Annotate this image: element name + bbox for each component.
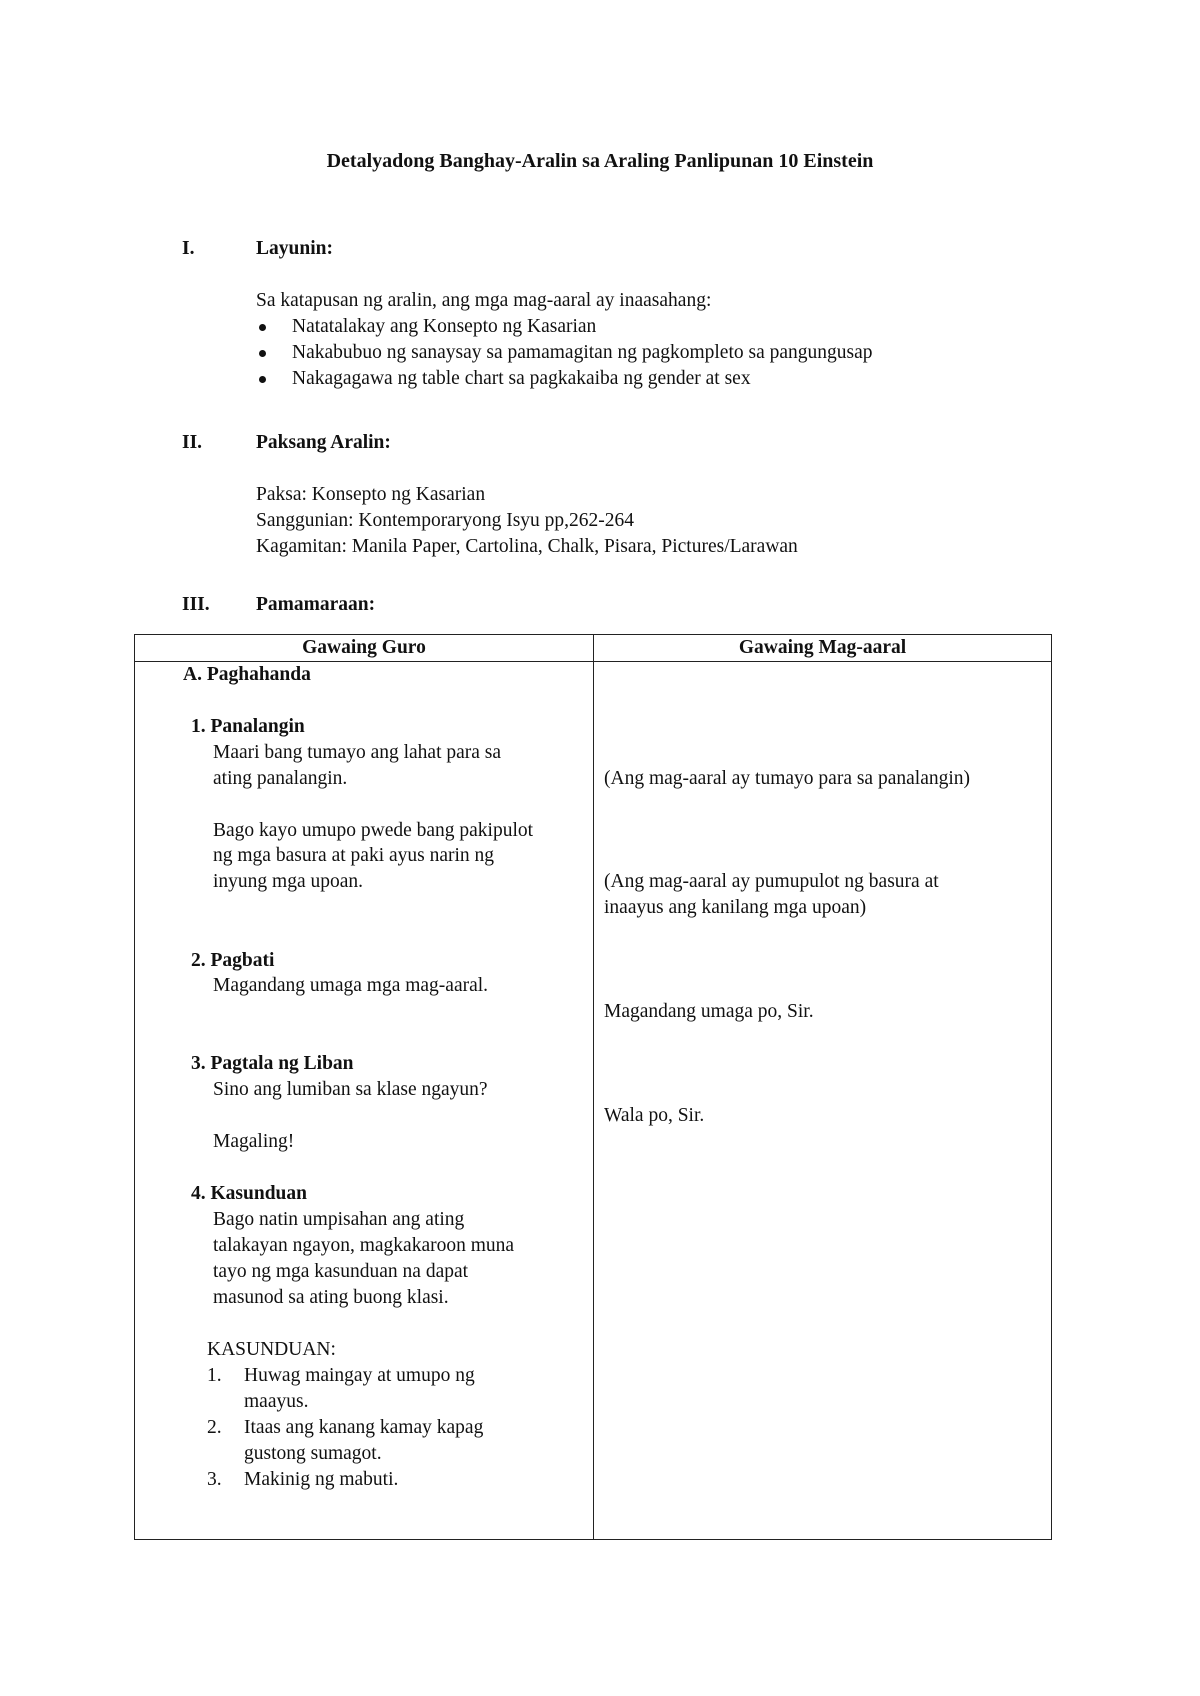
- layunin-bullets: [256, 314, 1082, 392]
- header-gawaing-mag-aaral: Gawaing Mag-aaral: [594, 635, 1052, 662]
- section-layunin: [182, 236, 1082, 392]
- pagtala-heading: 3. Pagtala ng Liban: [191, 1053, 354, 1074]
- table-header-row: [135, 635, 1052, 662]
- section-number: II.: [182, 432, 203, 453]
- response-basura: inaayus ang kanilang mga upoan): [604, 897, 867, 918]
- kasunduan-heading: 4. Kasunduan: [191, 1183, 307, 1204]
- kasunduan-text: talakayan ngayon, magkakaroon muna: [213, 1235, 515, 1256]
- panalangin-text: Maari bang tumayo ang lahat para sa: [213, 742, 502, 763]
- list-text: Itaas ang kanang kamay kapag: [244, 1417, 484, 1438]
- list-item: [207, 1363, 547, 1415]
- list-number: 1.: [207, 1365, 222, 1386]
- panalangin-heading: 1. Panalangin: [191, 716, 305, 737]
- section-number: III.: [182, 594, 210, 615]
- kasunduan-text: tayo ng mga kasunduan na dapat: [213, 1261, 469, 1282]
- guro-cell: [135, 662, 594, 1540]
- panalangin-text: inyung mga upoan.: [213, 871, 364, 892]
- list-item: Nakagagawa ng table chart sa pagkakaiba ng gender at sex: [256, 366, 1082, 392]
- list-number: 3.: [207, 1469, 222, 1490]
- table-row: [135, 662, 1052, 1540]
- section-heading: Pamamaraan:: [256, 594, 376, 615]
- section-paksang-aralin: [182, 430, 1082, 560]
- list-text: Huwag maingay at umupo ng: [244, 1365, 475, 1386]
- section-heading: Layunin:: [256, 238, 333, 259]
- sanggunian-line: Sanggunian: Kontemporaryong Isyu pp,262-264: [256, 510, 635, 531]
- list-item: Natatalakay ang Konsepto ng Kasarian: [256, 314, 1082, 340]
- panalangin-text: ng mga basura at paki ayus narin ng: [213, 845, 495, 866]
- pagbati-heading: 2. Pagbati: [191, 950, 275, 971]
- panalangin-text: ating panalangin.: [213, 768, 348, 789]
- response-basura: (Ang mag-aaral ay pumupulot ng basura at: [604, 871, 939, 892]
- list-text: Makinig ng mabuti.: [244, 1469, 399, 1490]
- mag-aaral-cell: [594, 662, 1052, 1540]
- part-a-heading: A. Paghahanda: [183, 664, 311, 685]
- kasunduan-text: masunod sa ating buong klasi.: [213, 1287, 449, 1308]
- header-gawaing-guro: Gawaing Guro: [135, 635, 594, 662]
- layunin-intro: Sa katapusan ng aralin, ang mga mag-aaral ay inaasahang:: [256, 290, 712, 311]
- section-number: I.: [182, 238, 195, 259]
- list-text: maayus.: [244, 1391, 309, 1412]
- pagtala-text: Magaling!: [213, 1131, 295, 1152]
- pagtala-text: Sino ang lumiban sa klase ngayun?: [213, 1079, 488, 1100]
- section-pamamaraan: [182, 592, 1082, 618]
- response-liban: Wala po, Sir.: [604, 1105, 705, 1126]
- list-item: [207, 1467, 547, 1493]
- kagamitan-line: Kagamitan: Manila Paper, Cartolina, Chalk, Pisara, Pictures/Larawan: [256, 536, 798, 557]
- paksa-line: Paksa: Konsepto ng Kasarian: [256, 484, 486, 505]
- list-text: gustong sumagot.: [244, 1443, 382, 1464]
- list-item: Nakabubuo ng sanaysay sa pamamagitan ng pagkompleto sa pangungusap: [256, 340, 1082, 366]
- response-panalangin: (Ang mag-aaral ay tumayo para sa panalangin): [604, 768, 971, 789]
- kasunduan-list: [207, 1363, 547, 1493]
- list-item: [207, 1415, 547, 1467]
- kasunduan-label: KASUNDUAN:: [207, 1339, 336, 1360]
- procedure-table: [134, 634, 1052, 1540]
- pagbati-text: Magandang umaga mga mag-aaral.: [213, 975, 489, 996]
- panalangin-text: Bago kayo umupo pwede bang pakipulot: [213, 820, 534, 841]
- response-pagbati: Magandang umaga po, Sir.: [604, 1001, 814, 1022]
- document-title: Detalyadong Banghay-Aralin sa Araling Panlipunan 10 Einstein: [326, 150, 874, 172]
- list-number: 2.: [207, 1417, 222, 1438]
- kasunduan-text: Bago natin umpisahan ang ating: [213, 1209, 465, 1230]
- section-heading: Paksang Aralin:: [256, 432, 391, 453]
